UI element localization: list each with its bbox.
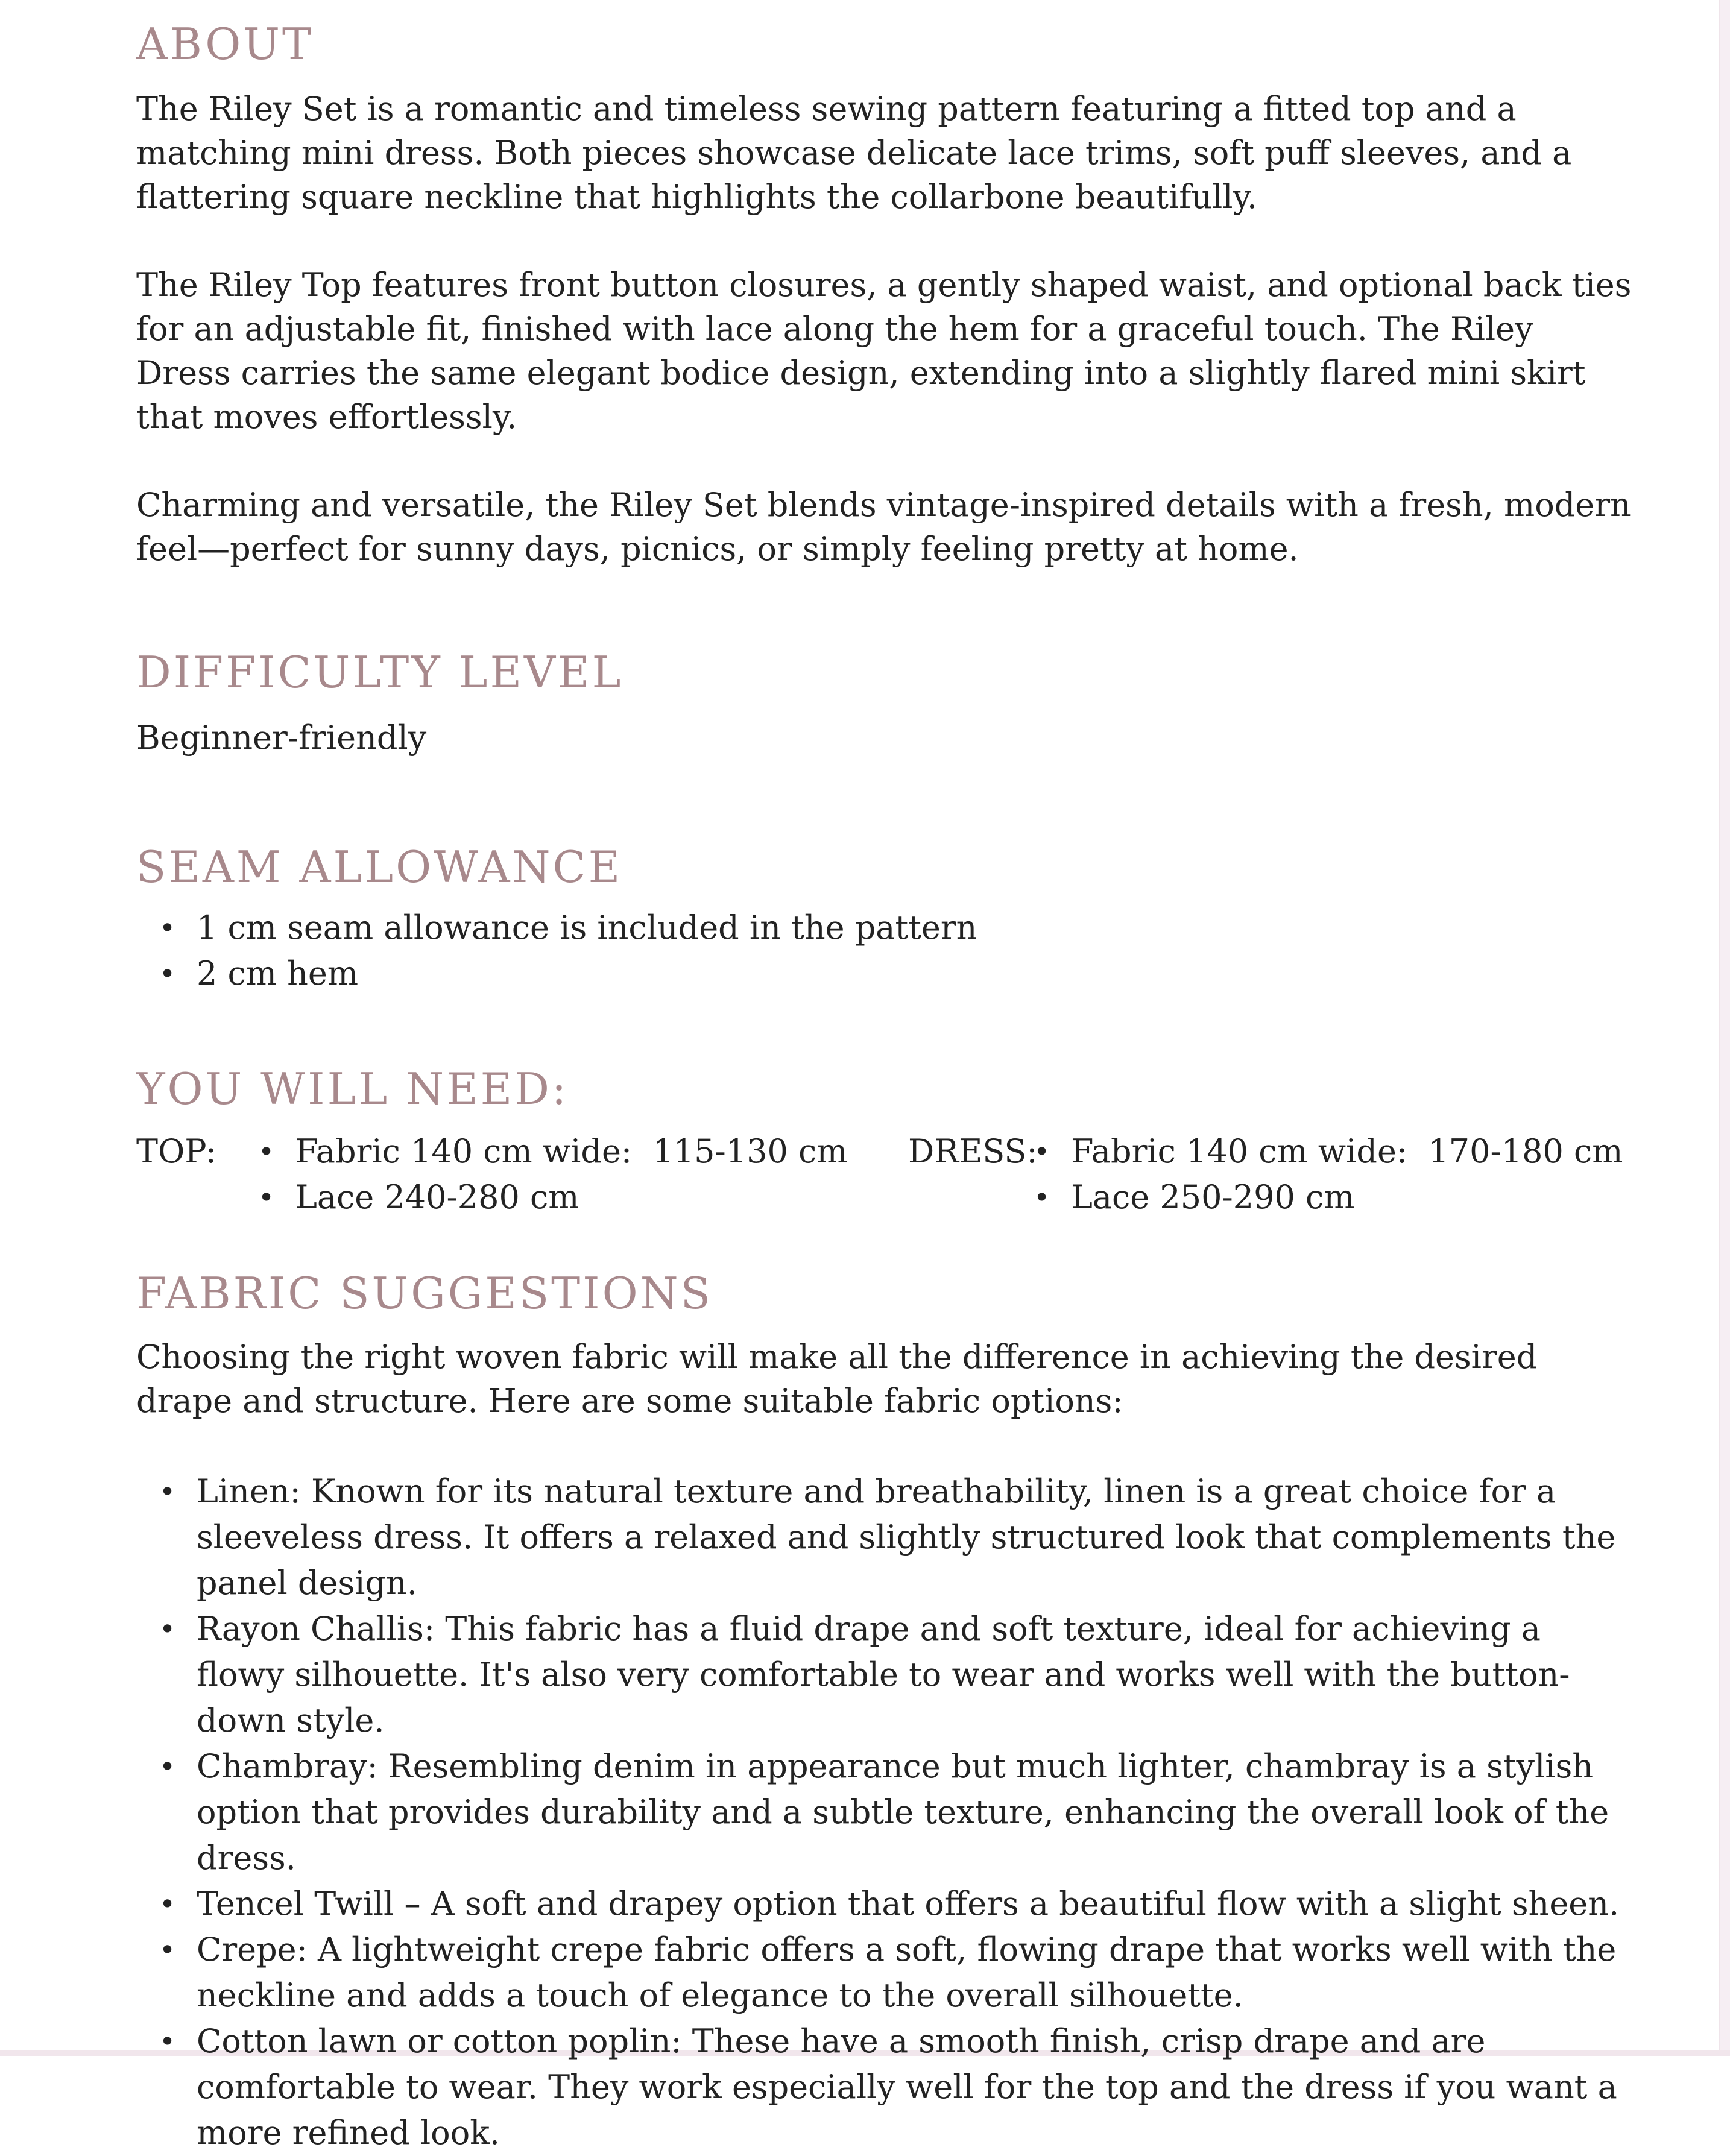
need-dress-list (1034, 1129, 1623, 1220)
fabric-list (136, 1469, 1632, 2156)
need-dress-item-2: Lace 250-290 cm (1071, 1177, 1355, 1216)
page-edge-right (1719, 0, 1730, 2056)
bullet-icon: • (159, 912, 176, 945)
fabric-intro: Choosing the right woven fabric will make all the difference in achieving the desired drape and structure. Here are some suitable fabric options: (136, 1337, 1538, 1420)
list-item (159, 951, 1632, 997)
need-top-list (258, 1129, 848, 1220)
list-item (1034, 1129, 1623, 1174)
list-item (159, 2019, 1632, 2156)
fabric-section (136, 1267, 1632, 2156)
seam-item-2: 2 cm hem (197, 954, 359, 993)
need-top-item-1: Fabric 140 cm wide: 115-130 cm (295, 1132, 848, 1170)
list-item (159, 1606, 1632, 1744)
need-dress-label: DRESS: (908, 1132, 1038, 1170)
difficulty-section (136, 646, 1632, 759)
bullet-icon: • (159, 957, 176, 991)
list-item (159, 1469, 1632, 1606)
bullet-icon: • (1034, 1180, 1050, 1214)
fabric-item-crepe: Crepe: A lightweight crepe fabric offers a soft, flowing drape that works well with the neckline and adds a touch of elegance to the overall silhouette. (197, 1930, 1617, 2014)
bullet-icon: • (159, 1475, 176, 1508)
about-paragraph-3: Charming and versatile, the Riley Set blends vintage-inspired details with a fresh, modern feel—perfect for sunny days, picnics, or simply feeling pretty at home. (136, 486, 1631, 569)
need-section (136, 1063, 1632, 1225)
list-item (159, 1927, 1632, 2019)
bullet-icon: • (159, 1750, 176, 1783)
about-paragraph-2: The Riley Top features front button closures, a gently shaped waist, and optional back ties for an adjustable fit, finished with lace along the hem for a graceful touch. The Riley Dress carries the same elegant bodice design, extending into a slightly flared mini skirt that moves effortlessly. (136, 266, 1632, 437)
difficulty-heading: DIFFICULTY LEVEL (136, 647, 623, 698)
fabric-item-chambray: Chambray: Resembling denim in appearance but much lighter, chambray is a stylish option that provides durability and a subtle texture, enhancing the overall look of the dress. (197, 1747, 1609, 1877)
seam-heading: SEAM ALLOWANCE (136, 841, 623, 892)
need-top-column (136, 1129, 908, 1225)
document-content (136, 18, 1632, 2156)
need-dress-item-1: Fabric 140 cm wide: 170-180 cm (1071, 1132, 1623, 1170)
bullet-icon: • (159, 1933, 176, 1966)
seam-section (136, 841, 1632, 997)
about-section (136, 18, 1632, 571)
fabric-item-linen: Linen: Known for its natural texture and breathability, linen is a great choice for a sleeveless dress. It offers a relaxed and slightly structured look that complements the panel design. (197, 1472, 1616, 1602)
fabric-item-tencel: Tencel Twill – A soft and drapey option that offers a beautiful flow with a slight sheen. (197, 1884, 1620, 1923)
list-item (258, 1174, 847, 1220)
need-top-label: TOP: (136, 1132, 216, 1170)
about-heading: ABOUT (136, 19, 314, 69)
bullet-icon: • (159, 1887, 176, 1920)
bullet-icon: • (1034, 1135, 1050, 1168)
bullet-icon: • (258, 1180, 275, 1214)
bullet-icon: • (258, 1135, 275, 1168)
list-item (159, 905, 1632, 951)
list-item (159, 1744, 1632, 1881)
list-item (258, 1129, 848, 1174)
bullet-icon: • (159, 1612, 176, 1645)
fabric-item-rayon: Rayon Challis: This fabric has a fluid drape and soft texture, ideal for achieving a flowy silhouette. It's also very comfortable to wear and works well with the button-down style. (197, 1609, 1570, 1739)
difficulty-text: Beginner-friendly (136, 718, 427, 757)
fabric-heading: FABRIC SUGGESTIONS (136, 1267, 713, 1319)
bullet-icon: • (159, 2025, 176, 2058)
about-paragraph-1: The Riley Set is a romantic and timeless sewing pattern featuring a fitted top and a matching mini dress. Both pieces showcase delicate lace trims, soft puff sleeves, and a flattering square neckline that highlights the collarbone beautifully. (136, 90, 1572, 216)
need-dress-column (908, 1129, 1632, 1225)
list-item (159, 1881, 1632, 1927)
need-heading: YOU WILL NEED: (136, 1064, 569, 1115)
seam-item-1: 1 cm seam allowance is included in the pattern (197, 909, 977, 947)
list-item (1034, 1174, 1623, 1220)
need-columns (136, 1129, 1632, 1225)
fabric-item-cotton: Cotton lawn or cotton poplin: These have a smooth finish, crisp drape and are comfortable to wear. They work especially well for the top and the dress if you want a more refined look. (197, 2022, 1617, 2152)
need-top-item-2: Lace 240-280 cm (295, 1177, 579, 1216)
seam-list (136, 905, 1632, 997)
